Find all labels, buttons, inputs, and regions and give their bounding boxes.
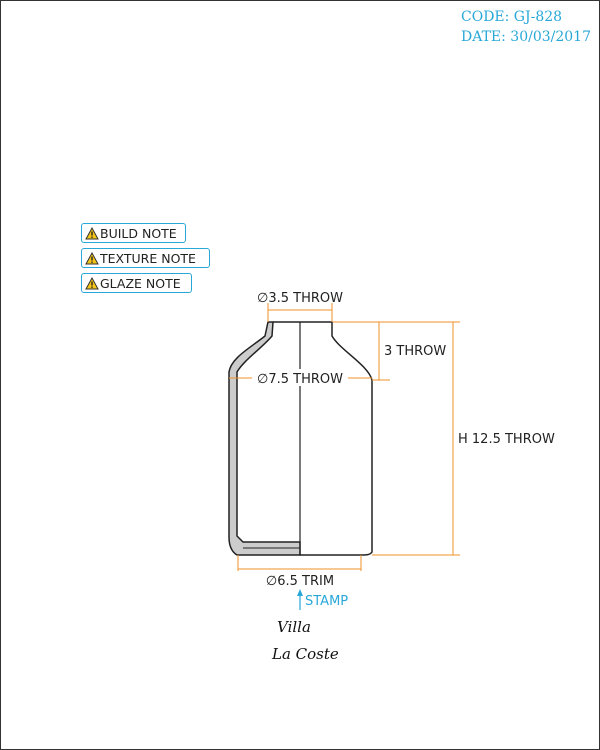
logo-line-2: La Coste (272, 645, 339, 663)
base-diameter-label: ∅6.5 TRIM (265, 574, 335, 589)
build-note-label: BUILD NOTE (100, 225, 177, 241)
total-height-label: H 12.5 THROW (458, 432, 555, 447)
code-label: CODE: GJ-828 (461, 9, 563, 25)
stamp-label: STAMP (305, 594, 349, 609)
villa-la-coste-logo (271, 618, 339, 663)
top-diameter-label: ∅3.5 THROW (257, 291, 343, 306)
date-label: DATE: 30/03/2017 (461, 29, 591, 45)
stamp-arrow (297, 589, 303, 610)
vessel-outline (273, 322, 372, 555)
logo-line-1: Villa (277, 618, 311, 636)
body-diameter-label: ∅7.5 THROW (257, 372, 343, 387)
wall-section (229, 322, 300, 555)
texture-note-label: TEXTURE NOTE (100, 250, 196, 266)
glaze-note-label: GLAZE NOTE (100, 275, 181, 291)
neck-height-label: 3 THROW (384, 344, 447, 359)
base-diameter-dimension (238, 555, 361, 571)
